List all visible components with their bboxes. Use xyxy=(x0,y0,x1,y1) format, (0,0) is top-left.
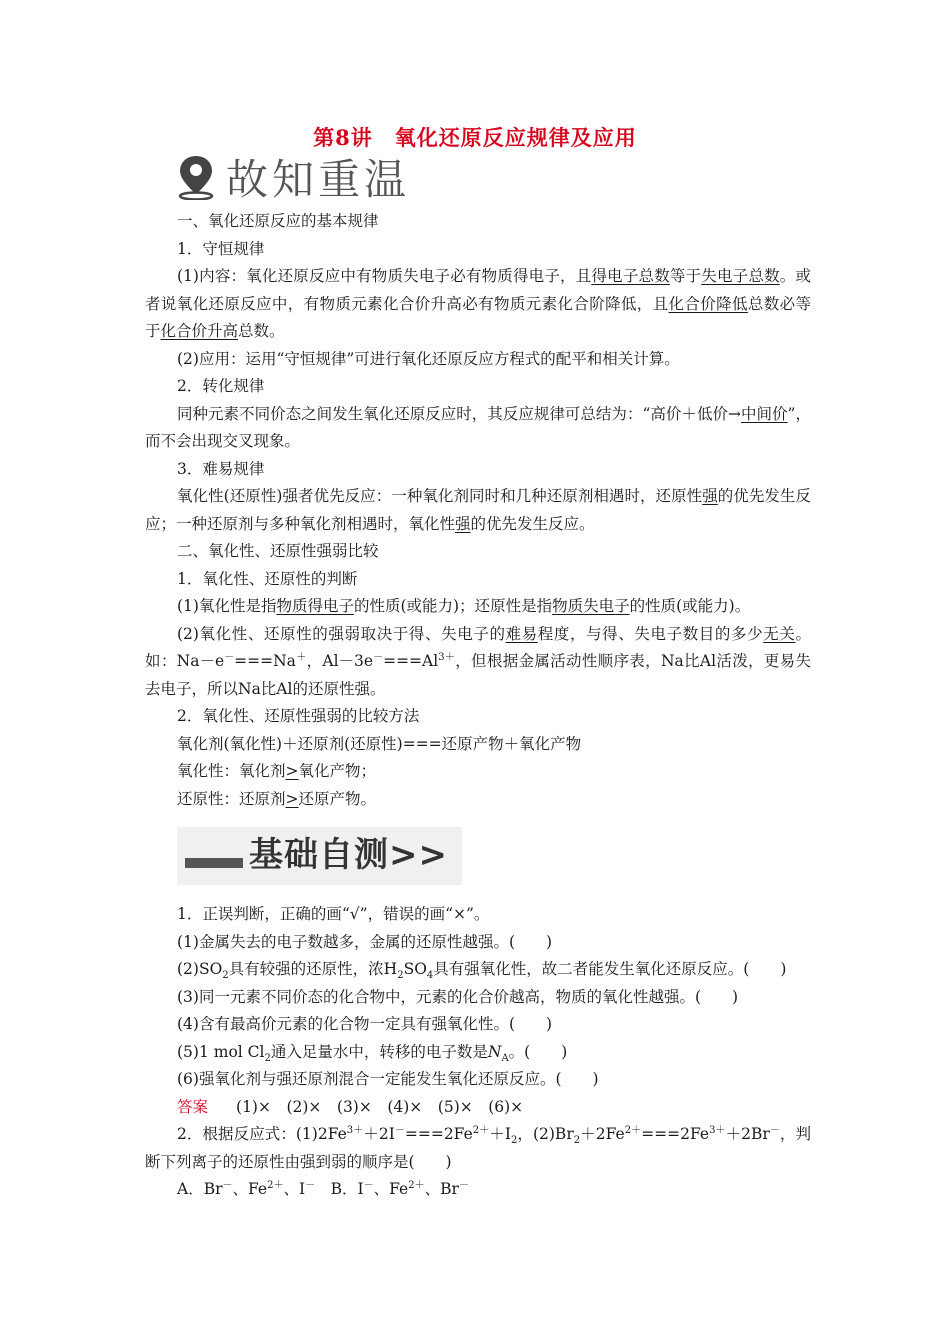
answer: 答案 (1)× (2)× (3)× (4)× (5)× (6)× xyxy=(177,1097,524,1116)
section-heading: 二、氧化性、还原性强弱比较 xyxy=(177,542,379,560)
paragraph: (1)氧化性是指物质得电子的性质(或能力)；还原性是指物质失电子的性质(或能力)。 xyxy=(177,597,751,615)
question-item: (5)1 mol $Cl_2$通入足量水中，转移的电子数是$N_A$。( ) xyxy=(177,1042,568,1064)
section-banner-selftest xyxy=(177,827,462,885)
paragraph: (2)氧化性、还原性的强弱取决于得、失电子的难易程度，与得、失电子数目的多少无关。如：Na－e－===Na＋，$Al-3e^-===Al^{3+}$，但根据金属活动性顺序表，Na比Al活泼，更易失去电子，所以Na比Al的还原性强。 xyxy=(145,624,811,698)
rule-heading: 2．氧化性、还原性强弱的比较方法 xyxy=(177,707,420,725)
paragraph: (2)应用：运用“守恒规律”可进行氧化还原反应方程式的配平和相关计算。 xyxy=(177,349,680,368)
paragraph: 氧化剂(氧化性)＋还原剂(还原性)===还原产物＋氧化产物 xyxy=(177,734,582,753)
rule-heading: 1．守恒规律 xyxy=(177,239,265,258)
question: 2．根据反应式：$(1)2Fe^{3+}+2I^-===2Fe^{2+}+I_2$，$(2)Br_2+2Fe^{2+}===2Fe^{3+}+2Br^-$，判断下列离子的还原性由强到弱的顺序是( ) xyxy=(145,1124,811,1171)
section-heading: 一、氧化还原反应的基本规律 xyxy=(177,212,379,230)
paragraph: 氧化性(还原性)强者优先反应：一种氧化剂同时和几种还原剂相遇时，还原性强的优先发生反应；一种还原剂与多种氧化剂相遇时，氧化性强的优先发生反应。 xyxy=(145,487,811,533)
answer-label: 答案 xyxy=(177,1097,209,1116)
rule-heading: 1．氧化性、还原性的判断 xyxy=(177,569,358,588)
banner-title: 故知重温 xyxy=(226,155,411,204)
section-banner-review xyxy=(176,152,410,202)
page-title: 第8讲 氧化还原反应规律及应用 xyxy=(313,125,637,150)
content xyxy=(145,208,811,1204)
rule-heading: 3．难易规律 xyxy=(177,459,265,478)
question-item: (4)含有最高价元素的化合物一定具有强氧化性。( ) xyxy=(177,1015,553,1033)
paragraph: 氧化性：氧化剂>氧化产物； xyxy=(177,762,377,780)
banner-bar xyxy=(185,858,243,868)
question-item: (6)强氧化剂与强还原剂混合一定能发生氧化还原反应。( ) xyxy=(177,1070,599,1088)
question-item: (1)金属失去的电子数越多，金属的还原性越强。( ) xyxy=(177,932,553,951)
options xyxy=(145,1176,811,1204)
option-a: A．Br－、$Fe^{2+}$、I－ xyxy=(177,1179,316,1198)
question-item: (3)同一元素不同价态的化合物中，元素的化合价越高，物质的氧化性越强。( ) xyxy=(177,987,739,1006)
banner-title: 基础自测>> xyxy=(249,835,448,876)
location-pin-icon xyxy=(176,154,216,200)
paragraph: 同种元素不同价态之间发生氧化还原反应时，其反应规律可总结为：“高价＋低价→中间价”，而不会出现交叉现象。 xyxy=(145,404,811,450)
paragraph: (1)内容：氧化还原反应中有物质失电子必有物质得电子，且得电子总数等于失电子总数。或者说氧化还原反应中，有物质元素化合价升高必有物质元素化合阶降低，且化合价降低总数必等于化合价升高总数。 xyxy=(145,267,811,340)
question: 1．正误判断，正确的画“√”，错误的画“×”。 xyxy=(177,905,490,923)
paragraph: 还原性：还原剂>还原产物。 xyxy=(177,789,377,808)
option-b: B．I－、$Fe^{2+}$、Br－ xyxy=(330,1179,469,1198)
question-item: $(2)SO_2$具有较强的还原性，浓$H_2SO_4$具有强氧化性，故二者能发生氧化还原反应。( ) xyxy=(177,960,787,982)
rule-heading: 2．转化规律 xyxy=(177,377,265,395)
